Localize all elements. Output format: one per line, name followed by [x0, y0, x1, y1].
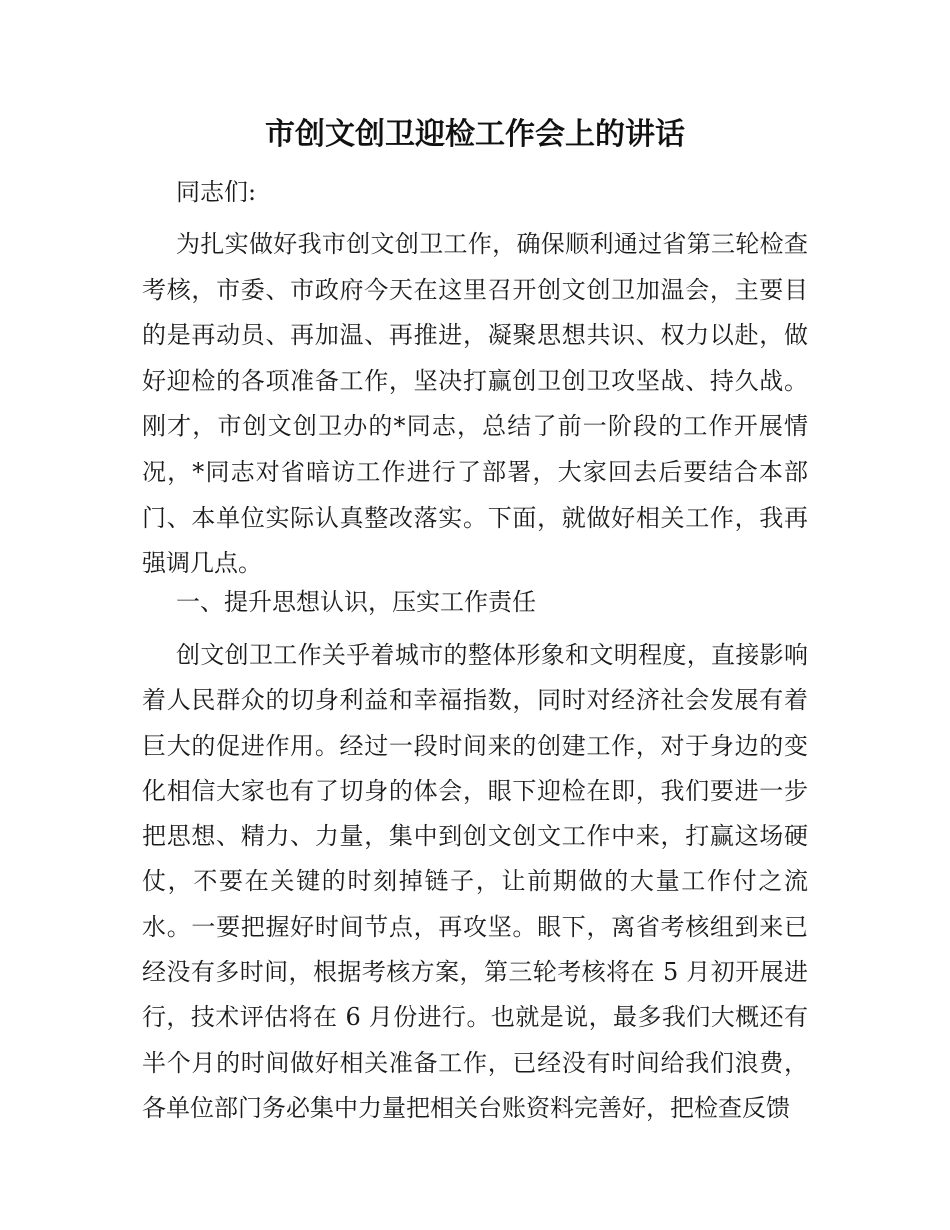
- paragraph-section-one: 创文创卫工作关乎着城市的整体形象和文明程度，直接影响着人民群众的切身利益和幸福指数，同时对经济社会发展有着巨大的促进作用。经过一段时间来的创建工作，对于身边的变化相信大家也有了切身的体会，眼下迎检在即，我们要进一步把思想、精力、力量，集中到创文创文工作中来，打赢这场硬仗，不要在关键的时刻掉链子，让前期做的大量工作付之流水。一要把握好时间节点，再攻坚。眼下，离省考核组到来已经没有多时间，根据考核方案，第三轮考核将在 5 月初开展进行，技术评估将在 6 月份进行。也就是说，最多我们大概还有半个月的时间做好相关准备工作，已经没有时间给我们浪费，各单位部门务必集中力量把相关台账资料完善好，把检查反馈: [142, 641, 808, 1122]
- document-title: 市创文创卫迎检工作会上的讲话: [265, 117, 685, 152]
- paragraph-intro: 为扎实做好我市创文创卫工作，确保顺利通过省第三轮检查考核，市委、市政府今天在这里召开创文创卫加温会，主要目的是再动员、再加温、再推进，凝聚思想共识、权力以赴，做好迎检的各项准备工作，坚决打赢创卫创卫攻坚战、持久战。刚才，市创文创卫办的*同志，总结了前一阶段的工作开展情况，*同志对省暗访工作进行了部署，大家回去后要结合本部门、本单位实际认真整改落实。下面，就做好相关工作，我再强调几点。: [142, 230, 808, 578]
- section-heading: 一、提升思想认识，压实工作责任: [176, 588, 536, 616]
- greeting: 同志们:: [176, 178, 257, 206]
